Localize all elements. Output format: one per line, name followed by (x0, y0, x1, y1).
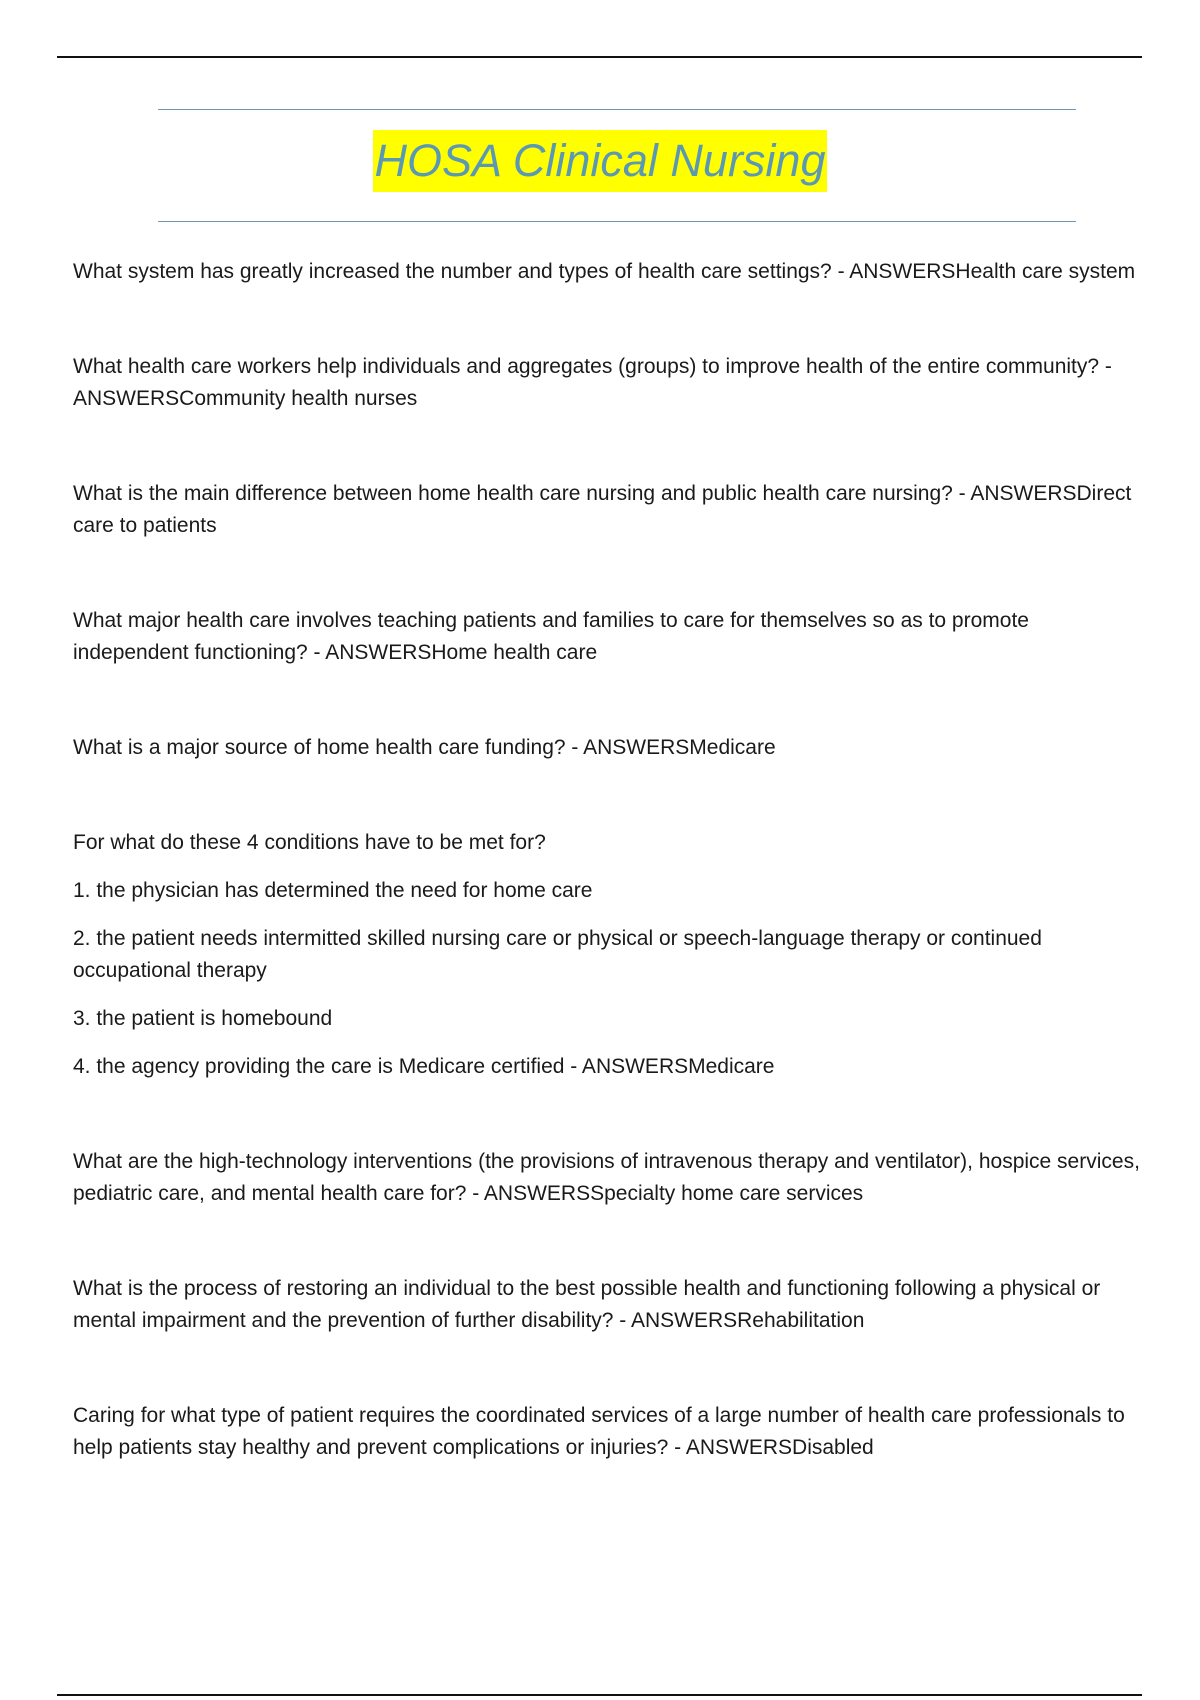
title-upper-rule (158, 109, 1076, 110)
qa-item: What is the main difference between home health care nursing and public health care nursing? - ANSWERSDirect care to patients (73, 482, 1132, 537)
qa-item: What major health care involves teaching patients and families to care for themselves so as to promote independent functioning? - ANSWERSHome health care (73, 609, 1029, 664)
qa-item: What are the high-technology interventions (the provisions of intravenous therapy and ventilator), hospice services, pediatric care, and mental health care for? - ANSWERSSpecialty home care services (73, 1150, 1140, 1205)
page-bottom-rule (57, 1694, 1142, 1696)
qa-item: What health care workers help individuals and aggregates (groups) to improve health of the entire community? - ANSWERSCommunity health nurses (73, 355, 1112, 410)
qa-item: What system has greatly increased the number and types of health care settings? - ANSWERSHealth care system (73, 260, 1136, 283)
conditions-question: For what do these 4 conditions have to be met for? (73, 831, 546, 854)
title-block (0, 130, 1200, 192)
condition-item: 4. the agency providing the care is Medicare certified - ANSWERSMedicare (73, 1055, 775, 1078)
document-body (73, 256, 1143, 1464)
condition-item: 3. the patient is homebound (73, 1007, 333, 1030)
condition-item: 2. the patient needs intermitted skilled nursing care or physical or speech-language therapy or continued occupational therapy (73, 927, 1042, 982)
qa-item: What is the process of restoring an individual to the best possible health and functioning following a physical or mental impairment and the prevention of further disability? - ANSWERSRehabilitation (73, 1277, 1101, 1332)
title-lower-rule (158, 221, 1076, 222)
document-title: HOSA Clinical Nursing (373, 130, 828, 192)
condition-item: 1. the physician has determined the need for home care (73, 879, 593, 902)
qa-item: Caring for what type of patient requires the coordinated services of a large number of health care professionals to help patients stay healthy and prevent complications or injuries? - ANSWERSDisabled (73, 1404, 1125, 1459)
qa-item: What is a major source of home health care funding? - ANSWERSMedicare (73, 736, 776, 759)
page-top-rule (57, 56, 1142, 58)
